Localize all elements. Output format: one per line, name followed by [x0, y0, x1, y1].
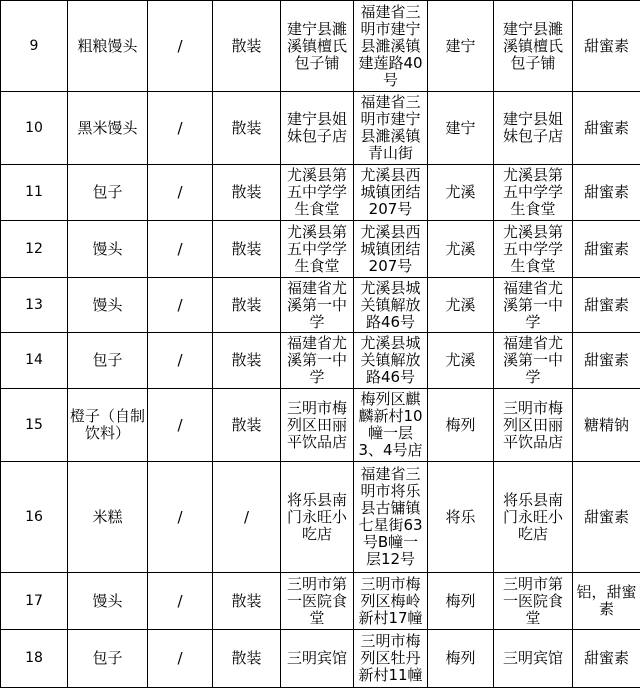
brand-cell: /	[148, 1, 213, 92]
failed-item: 甜蜜素	[573, 1, 640, 92]
producer-address: 三明市梅列区梅岭新村17幢	[354, 573, 428, 630]
food-name: 包子	[68, 165, 148, 221]
row-number: 16	[1, 462, 68, 573]
food-name: 米糕	[68, 462, 148, 573]
area-cell: 尤溪	[428, 221, 494, 278]
producer-name: 尤溪县第五中学学生食堂	[281, 165, 354, 221]
producer-name: 福建省尤溪第一中学	[281, 278, 354, 333]
table-row	[1, 573, 640, 630]
area-cell: 梅列	[428, 573, 494, 630]
area-cell: 梅列	[428, 389, 494, 462]
table-row	[1, 165, 640, 221]
sampled-unit: 福建省尤溪第一中学	[494, 333, 573, 389]
table-row	[1, 278, 640, 333]
failed-item: 甜蜜素	[573, 462, 640, 573]
food-name: 黑米馒头	[68, 92, 148, 165]
producer-address: 福建省三明市建宁县濉溪镇青山街	[354, 92, 428, 165]
row-number: 10	[1, 92, 68, 165]
sampled-unit: 尤溪县第五中学学生食堂	[494, 221, 573, 278]
table-row	[1, 462, 640, 573]
producer-name: 三明市第一医院食堂	[281, 573, 354, 630]
producer-name: 将乐县南门永旺小吃店	[281, 462, 354, 573]
spec-cell: 散装	[213, 221, 281, 278]
spec-cell: /	[213, 462, 281, 573]
spec-cell: 散装	[213, 389, 281, 462]
producer-address: 尤溪县城关镇解放路46号	[354, 333, 428, 389]
producer-address: 尤溪县西城镇团结207号	[354, 165, 428, 221]
producer-address: 尤溪县西城镇团结207号	[354, 221, 428, 278]
row-number: 14	[1, 333, 68, 389]
row-number: 12	[1, 221, 68, 278]
area-cell: 尤溪	[428, 278, 494, 333]
row-number: 17	[1, 573, 68, 630]
producer-name: 福建省尤溪第一中学	[281, 333, 354, 389]
producer-address: 梅列区麒麟新村10幢一层3、4号店	[354, 389, 428, 462]
brand-cell: /	[148, 278, 213, 333]
producer-name: 三明市梅列区田丽平饮品店	[281, 389, 354, 462]
brand-cell: /	[148, 333, 213, 389]
producer-address: 三明市梅列区牡丹新村11幢	[354, 630, 428, 688]
producer-name: 尤溪县第五中学学生食堂	[281, 221, 354, 278]
brand-cell: /	[148, 462, 213, 573]
row-number: 18	[1, 630, 68, 688]
spec-cell: 散装	[213, 573, 281, 630]
producer-address: 福建省三明市建宁县濉溪镇建莲路40号	[354, 1, 428, 92]
table-row	[1, 333, 640, 389]
spec-cell: 散装	[213, 92, 281, 165]
spec-cell: 散装	[213, 333, 281, 389]
failed-item: 铝，甜蜜素	[573, 573, 640, 630]
failed-item: 甜蜜素	[573, 221, 640, 278]
food-name: 橙子（自制饮料）	[68, 389, 148, 462]
spec-cell: 散装	[213, 278, 281, 333]
failed-item: 甜蜜素	[573, 278, 640, 333]
failed-item: 甜蜜素	[573, 630, 640, 688]
brand-cell: /	[148, 573, 213, 630]
spec-cell: 散装	[213, 165, 281, 221]
row-number: 13	[1, 278, 68, 333]
brand-cell: /	[148, 389, 213, 462]
food-name: 馒头	[68, 278, 148, 333]
table-row	[1, 1, 640, 92]
table-row	[1, 389, 640, 462]
brand-cell: /	[148, 92, 213, 165]
area-cell: 建宁	[428, 92, 494, 165]
brand-cell: /	[148, 165, 213, 221]
producer-name: 建宁县姐妹包子店	[281, 92, 354, 165]
food-name: 馒头	[68, 573, 148, 630]
failed-item: 甜蜜素	[573, 92, 640, 165]
sampled-unit: 三明宾馆	[494, 630, 573, 688]
area-cell: 建宁	[428, 1, 494, 92]
spec-cell: 散装	[213, 630, 281, 688]
area-cell: 将乐	[428, 462, 494, 573]
sampled-unit: 三明市梅列区田丽平饮品店	[494, 389, 573, 462]
brand-cell: /	[148, 221, 213, 278]
area-cell: 梅列	[428, 630, 494, 688]
sampled-unit: 福建省尤溪第一中学	[494, 278, 573, 333]
producer-address: 福建省三明市将乐县古镛镇七星街63号B幢一层12号	[354, 462, 428, 573]
area-cell: 尤溪	[428, 333, 494, 389]
failed-item: 甜蜜素	[573, 333, 640, 389]
food-name: 包子	[68, 630, 148, 688]
brand-cell: /	[148, 630, 213, 688]
producer-address: 尤溪县城关镇解放路46号	[354, 278, 428, 333]
row-number: 15	[1, 389, 68, 462]
table-row	[1, 92, 640, 165]
sampled-unit: 三明市第一医院食堂	[494, 573, 573, 630]
spec-cell: 散装	[213, 1, 281, 92]
table-row	[1, 630, 640, 688]
failed-item: 甜蜜素	[573, 165, 640, 221]
row-number: 11	[1, 165, 68, 221]
sampled-unit: 将乐县南门永旺小吃店	[494, 462, 573, 573]
sampled-unit: 尤溪县第五中学学生食堂	[494, 165, 573, 221]
area-cell: 尤溪	[428, 165, 494, 221]
sampled-unit: 建宁县姐妹包子店	[494, 92, 573, 165]
failed-item: 糖精钠	[573, 389, 640, 462]
sampled-unit: 建宁县濉溪镇檀氏包子铺	[494, 1, 573, 92]
producer-name: 建宁县濉溪镇檀氏包子铺	[281, 1, 354, 92]
table-row	[1, 221, 640, 278]
food-name: 粗粮馒头	[68, 1, 148, 92]
food-name: 包子	[68, 333, 148, 389]
producer-name: 三明宾馆	[281, 630, 354, 688]
food-name: 馒头	[68, 221, 148, 278]
row-number: 9	[1, 1, 68, 92]
